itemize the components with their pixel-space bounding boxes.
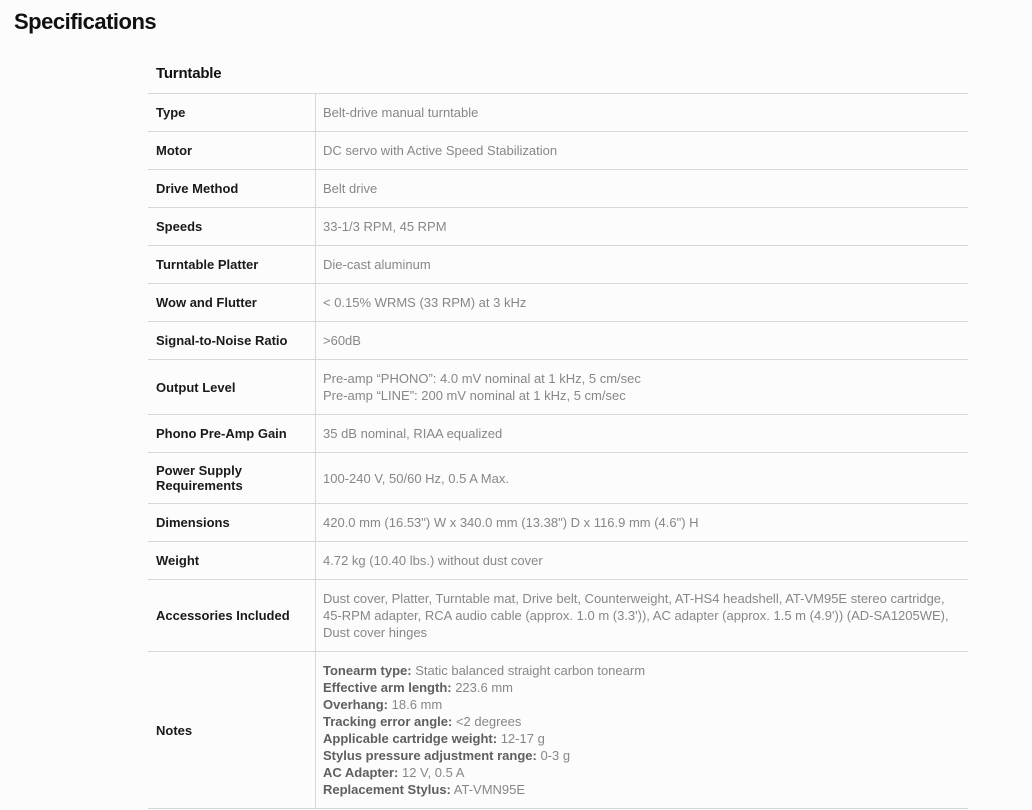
spec-value-line: Overhang: 18.6 mm [323,697,443,712]
spec-row [148,94,968,132]
spec-value-line: 4.72 kg (10.40 lbs.) without dust cover [323,553,543,568]
spec-value [315,170,968,207]
spec-row [148,170,968,208]
spec-value-line: >60dB [323,333,361,348]
spec-row [148,322,968,360]
spec-label: Wow and Flutter [156,295,257,310]
section-title: Turntable [148,65,968,94]
spec-value-line: AC Adapter: 12 V, 0.5 A [323,765,465,780]
note-key: Replacement Stylus: [323,782,451,797]
spec-label: Weight [156,553,200,568]
spec-value [315,580,968,651]
spec-label: Dimensions [156,515,230,530]
spec-value-line: Effective arm length: 223.6 mm [323,680,514,695]
spec-value-line: Tonearm type: Static balanced straight carbon tonearm [323,663,646,678]
spec-value [315,360,968,414]
spec-row [148,132,968,170]
spec-table [148,94,968,809]
spec-label: Speeds [156,219,203,234]
spec-row [148,284,968,322]
spec-value [315,415,968,452]
spec-row [148,652,968,809]
spec-value [315,322,968,359]
spec-value-line: Stylus pressure adjustment range: 0-3 g [323,748,571,763]
note-key: Tonearm type: [323,663,412,678]
spec-value-line: Belt drive [323,181,378,196]
spec-value-line: Tracking error angle: <2 degrees [323,714,522,729]
spec-value-line: Pre-amp “LINE”: 200 mV nominal at 1 kHz, 5 cm/sec [323,388,626,403]
spec-value-line: 35 dB nominal, RIAA equalized [323,426,503,441]
note-key: Overhang: [323,697,389,712]
turntable-spec-section [148,65,968,809]
spec-value [315,652,968,808]
spec-row [148,580,968,652]
spec-value-line: Pre-amp “PHONO”: 4.0 mV nominal at 1 kHz, 5 cm/sec [323,371,641,386]
spec-label: Motor [156,143,193,158]
spec-value [315,504,968,541]
note-key: Stylus pressure adjustment range: [323,748,537,763]
spec-value [315,208,968,245]
spec-value-line: Belt-drive manual turntable [323,105,479,120]
spec-value [315,453,968,503]
note-key: Effective arm length: [323,680,452,695]
spec-value-line: Die-cast aluminum [323,257,431,272]
spec-row [148,360,968,415]
spec-row [148,246,968,284]
spec-value-line: 420.0 mm (16.53") W x 340.0 mm (13.38") D x 116.9 mm (4.6") H [323,515,699,530]
spec-row [148,208,968,246]
page-title: Specifications [14,9,157,34]
spec-label: Power Supply Requirements [156,463,243,493]
spec-value [315,246,968,283]
spec-value-line: Applicable cartridge weight: 12-17 g [323,731,545,746]
spec-value [315,94,968,131]
spec-label: Drive Method [156,181,239,196]
note-key: AC Adapter: [323,765,399,780]
spec-label: Accessories Included [156,608,290,623]
spec-label: Notes [156,722,193,738]
spec-value [315,284,968,321]
spec-value [315,132,968,169]
spec-row [148,504,968,542]
spec-value-line: < 0.15% WRMS (33 RPM) at 3 kHz [323,295,527,310]
spec-row [148,415,968,453]
spec-value [315,542,968,579]
spec-value-line: 100-240 V, 50/60 Hz, 0.5 A Max. [323,470,509,486]
spec-label: Signal-to-Noise Ratio [156,333,288,348]
note-key: Applicable cartridge weight: [323,731,498,746]
spec-label: Output Level [156,379,236,395]
spec-value-line: DC servo with Active Speed Stabilization [323,143,558,158]
spec-row [148,453,968,504]
spec-label: Phono Pre-Amp Gain [156,426,287,441]
spec-label: Type [156,105,186,120]
spec-value-line: Replacement Stylus: AT-VMN95E [323,782,526,797]
spec-value-line: Dust cover, Platter, Turntable mat, Drive belt, Counterweight, AT-HS4 headshell, AT-VM95E stereo cartridge, 45-RPM adapter, RCA audio cable (approx. 1.0 m (3.3')), AC adapter (approx. 1.5 m (4.9')) (AD-SA1205WE), Dust cover hinges [323,591,949,640]
note-key: Tracking error angle: [323,714,453,729]
spec-value-line: 33-1/3 RPM, 45 RPM [323,219,447,234]
spec-row [148,542,968,580]
spec-label: Turntable Platter [156,257,259,272]
